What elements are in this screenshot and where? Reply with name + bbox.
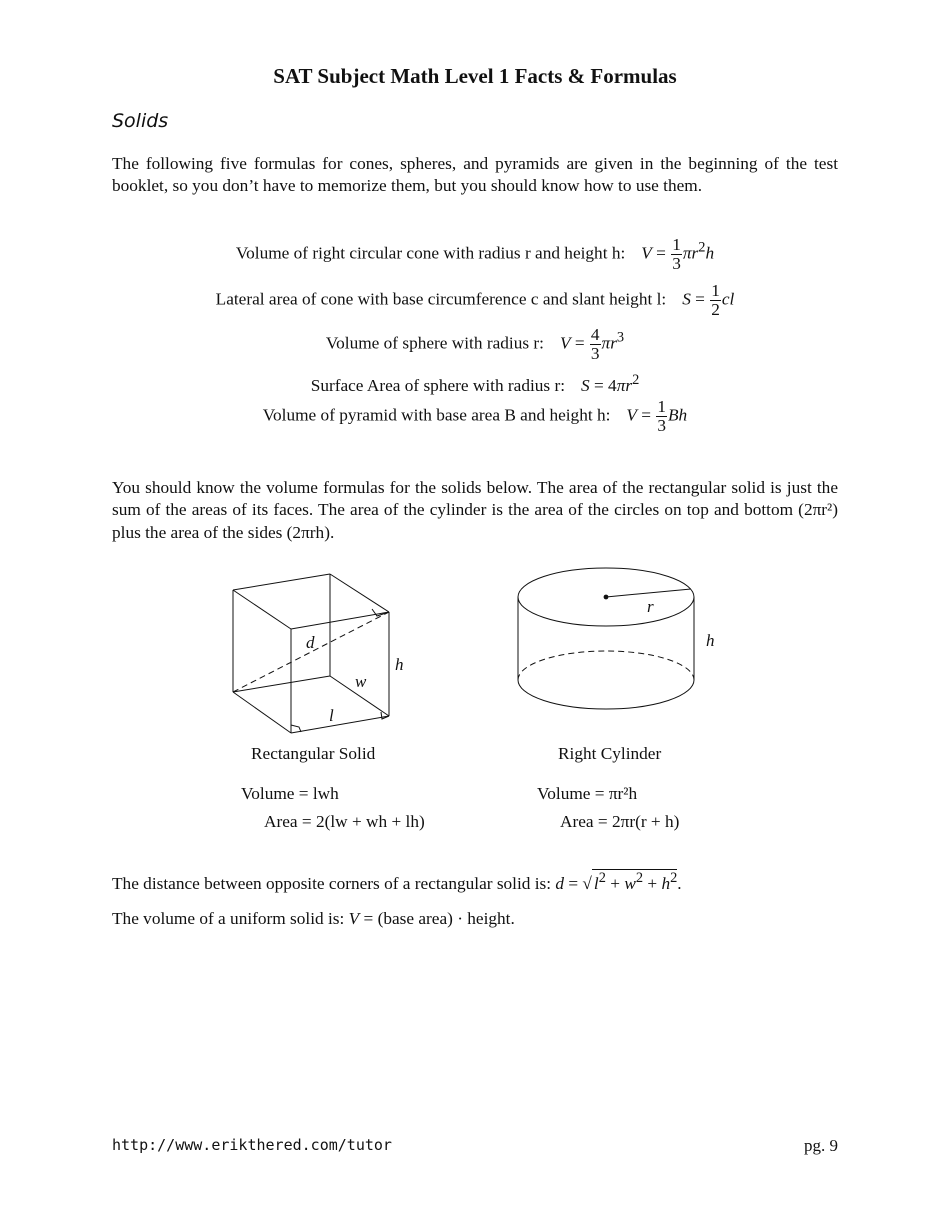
formula-sphere-volume: Volume of sphere with radius r: V = $\frac{4}{3}$ $\pi r^3$: [325, 325, 625, 363]
formula-text: Volume of sphere with radius r:: [325, 333, 544, 353]
distance-line: The distance between opposite corners of a rectangular solid is: d = √ $l^2 + w^2 + h^2$.: [112, 870, 682, 893]
section-heading: Solids: [112, 110, 169, 132]
formula-cone-volume: Volume of right circular cone with radius r and height h: V = $\frac{1}{3}$ $\pi r^2h$: [235, 235, 715, 273]
formula-text: Volume of right circular cone with radius r and height h:: [235, 243, 626, 263]
formula-text: Lateral area of cone with base circumference c and slant height l:: [215, 289, 667, 309]
box-label-d: d: [306, 633, 315, 652]
formula-pyramid-volume: Volume of pyramid with base area B and height h: V = $\frac{1}{3}$ Bh: [262, 397, 688, 435]
uniform-text: The volume of a uniform solid is:: [112, 909, 345, 928]
footer-url[interactable]: http://www.erikthered.com/tutor: [112, 1136, 392, 1154]
cylinder-area: Area = 2πr(r + h): [560, 812, 680, 831]
intro-paragraph: The following five formulas for cones, spheres, and pyramids are given in the beginning of the test booklet, so you don’t have to memorize them, but you should know how to use them.: [112, 154, 838, 196]
formula-text: Volume of pyramid with base area B and height h:: [262, 405, 611, 425]
cylinder-label-h: h: [706, 631, 715, 650]
formula-cone-lateral-area: Lateral area of cone with base circumference c and slant height l: S = $\frac{1}{2}$ cl: [215, 281, 735, 319]
box-volume: Volume = lwh: [241, 784, 339, 803]
page-number: pg. 9: [804, 1136, 838, 1155]
formula-text: Surface Area of sphere with radius r:: [310, 375, 566, 395]
cylinder-caption: Right Cylinder: [558, 744, 662, 763]
box-label-w: w: [355, 672, 367, 691]
formula-sphere-surface-area: Surface Area of sphere with radius r: $S = 4\pi r^2$: [310, 372, 640, 395]
solids-paragraph: You should know the volume formulas for the solids below. The area of the rectangular solid is just the sum of the areas of its faces. The area of the cylinder is the area of the circles on top and bottom (2πr²) plus the area of the sides (2πrh).: [112, 478, 838, 542]
box-caption: Rectangular Solid: [251, 744, 376, 763]
box-area: Area = 2(lw + wh + lh): [264, 812, 425, 831]
box-label-h: h: [395, 655, 404, 674]
page-title: SAT Subject Math Level 1 Facts & Formulas: [273, 64, 677, 88]
uniform-solid-line: The volume of a uniform solid is: V = (base area) · height.: [112, 909, 515, 928]
cylinder-volume: Volume = πr²h: [537, 784, 638, 803]
box-label-l: l: [329, 706, 334, 725]
cylinder-label-r: r: [647, 597, 654, 616]
distance-text: The distance between opposite corners of a rectangular solid is:: [112, 873, 552, 893]
